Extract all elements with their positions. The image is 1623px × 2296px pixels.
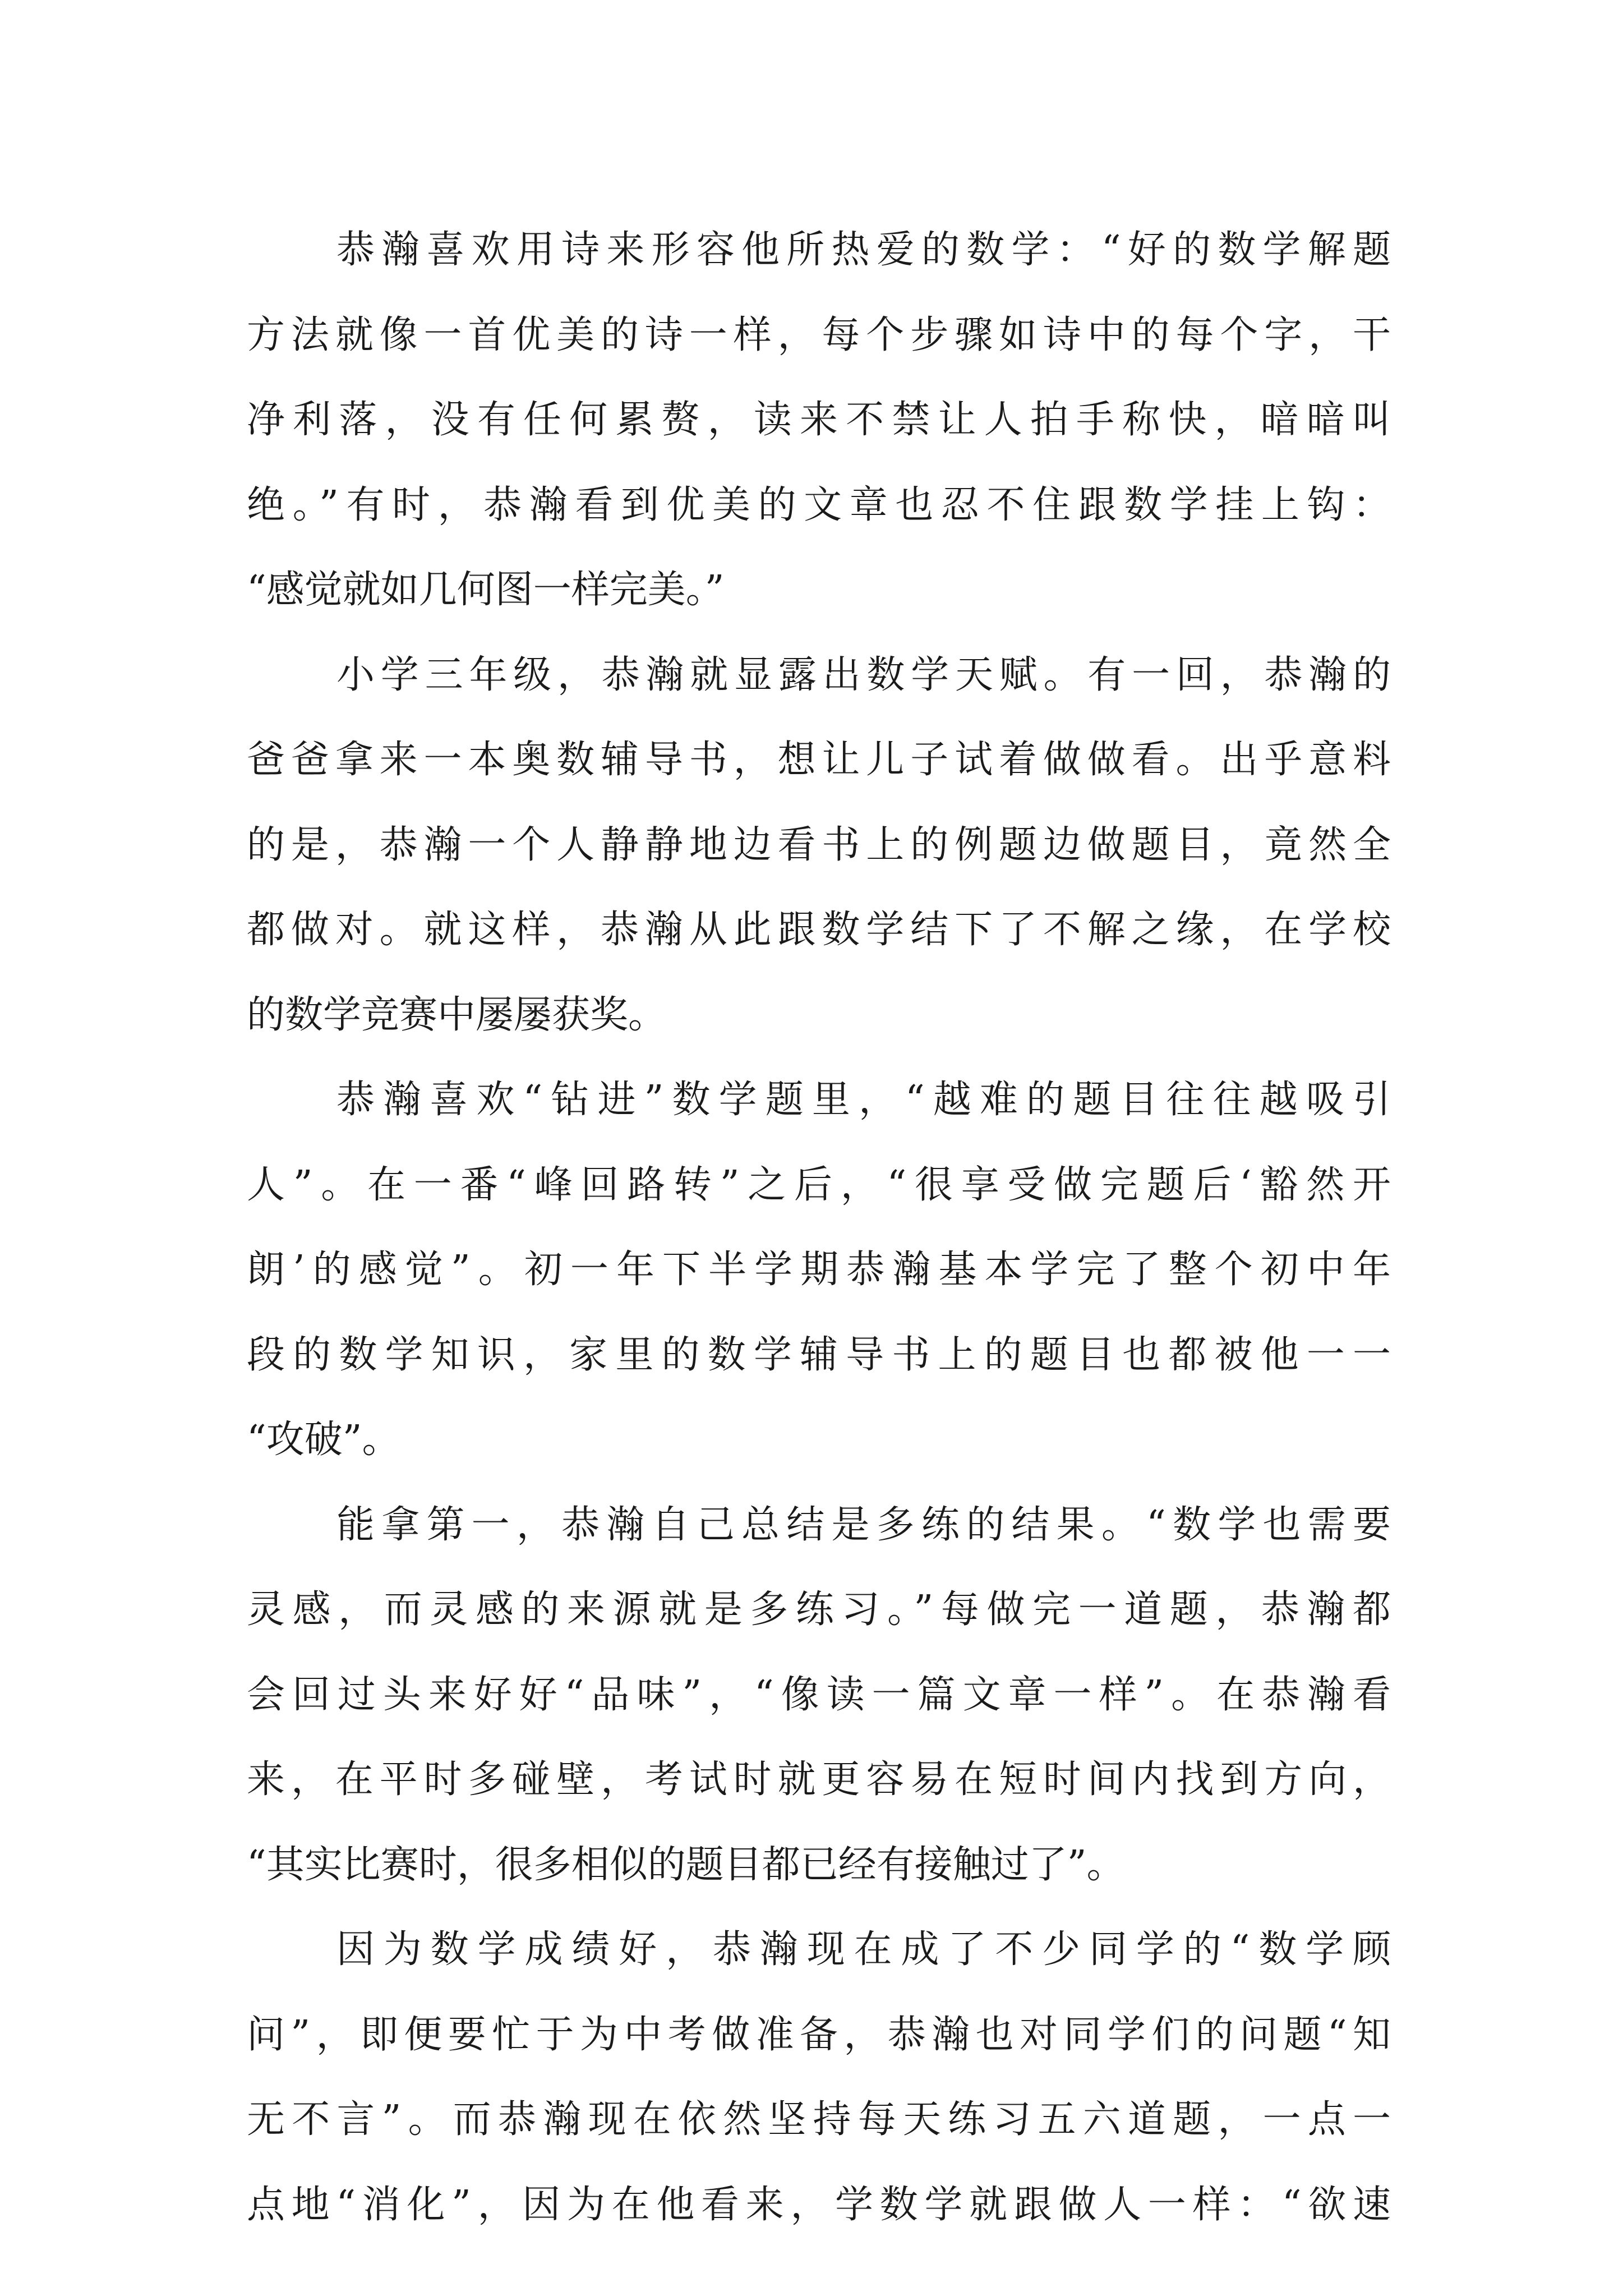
paragraph-1-line-1: 恭瀚喜欢用诗来形容他所热爱的数学：“好的数学解题	[336, 228, 1391, 272]
paragraph-2-line-1: 小学三年级，恭瀚就显露出数学天赋。有一回，恭瀚的	[336, 652, 1391, 697]
paragraph-1-line-3: 净利落，没有任何累赘，读来不禁让人拍手称快，暗暗叫	[247, 398, 1391, 442]
paragraph-1-line-2: 方法就像一首优美的诗一样，每个步骤如诗中的每个字，干	[247, 312, 1391, 357]
paragraph-4-line-3: 会回过头来好好“品味”，“像读一篇文章一样”。在恭瀚看	[247, 1672, 1391, 1717]
paragraph-3-line-3: 朗’的感觉”。初一年下半学期恭瀚基本学完了整个初中年	[247, 1248, 1391, 1292]
paragraph-4-line-2: 灵感，而灵感的来源就是多练习。”每做完一道题，恭瀚都	[247, 1588, 1391, 1632]
paragraph-5-line-2: 问”，即便要忙于为中考做准备，恭瀚也对同学们的问题“知	[247, 2012, 1391, 2057]
article-body	[247, 208, 1391, 2247]
paragraph-2-line-4: 都做对。就这样，恭瀚从此跟数学结下了不解之缘，在学校	[247, 908, 1391, 952]
paragraph-5-line-1: 因为数学成绩好，恭瀚现在成了不少同学的“数学顾	[336, 1927, 1391, 1972]
paragraph-2-line-3: 的是，恭瀚一个人静静地边看书上的例题边做题目，竟然全	[247, 822, 1391, 867]
paragraph-3-line-5: “攻破”。	[247, 1418, 400, 1462]
paragraph-4-line-4: 来，在平时多碰壁，考试时就更容易在短时间内找到方向，	[247, 1757, 1391, 1802]
paragraph-2-line-2: 爸爸拿来一本奥数辅导书，想让儿子试着做做看。出乎意料	[247, 738, 1391, 782]
paragraph-4-line-5: “其实比赛时，很多相似的题目都已经有接触过了”。	[247, 1842, 1125, 1887]
paragraph-3-line-1: 恭瀚喜欢“钻进”数学题里，“越难的题目往往越吸引	[336, 1078, 1391, 1122]
paragraph-1-line-5: “感觉就如几何图一样完美。”	[247, 568, 725, 612]
paragraph-2-line-5: 的数学竞赛中屡屡获奖。	[247, 992, 667, 1037]
paragraph-3-line-2: 人”。在一番“峰回路转”之后，“很享受做完题后‘豁然开	[247, 1162, 1391, 1207]
paragraph-4-line-1: 能拿第一，恭瀚自己总结是多练的结果。“数学也需要	[336, 1502, 1391, 1547]
paragraph-1-line-4: 绝。”有时，恭瀚看到优美的文章也忍不住跟数学挂上钩：	[247, 482, 1391, 527]
paragraph-3-line-4: 段的数学知识，家里的数学辅导书上的题目也都被他一一	[247, 1332, 1391, 1377]
paragraph-5-line-4: 点地“消化”，因为在他看来，学数学就跟做人一样：“欲速	[247, 2182, 1391, 2227]
paragraph-5-line-3: 无不言”。而恭瀚现在依然坚持每天练习五六道题，一点一	[247, 2097, 1391, 2142]
